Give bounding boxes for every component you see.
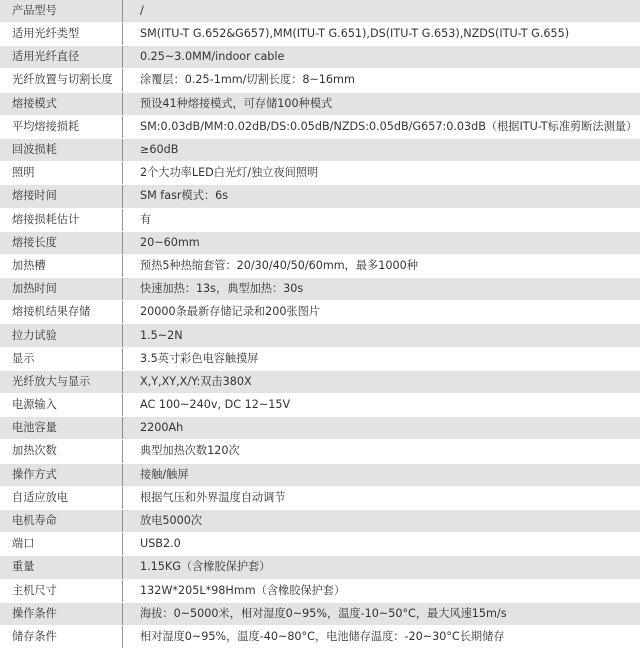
spec-row [0, 417, 640, 440]
spec-row [0, 254, 640, 277]
spec-row [0, 0, 640, 23]
spec-label: 储存条件 [0, 625, 123, 648]
spec-row [0, 370, 640, 393]
spec-value: SM fasr模式：6s [123, 185, 640, 208]
spec-label: 加热时间 [0, 278, 123, 301]
spec-row [0, 509, 640, 532]
spec-row [0, 602, 640, 625]
spec-label: 显示 [0, 347, 123, 370]
spec-value: 相对湿度0~95%，温度-40~80°C，电池储存温度：-20~30°C长期储存 [123, 625, 640, 648]
spec-label: 加热槽 [0, 254, 123, 277]
spec-row [0, 556, 640, 579]
spec-row [0, 115, 640, 138]
spec-value: SM:0.03dB/MM:0.02dB/DS:0.05dB/NZDS:0.05dB/G657:0.03dB（根据ITU-T标准剪断法测量） [123, 115, 640, 138]
spec-label: 熔接损耗估计 [0, 208, 123, 231]
spec-label: 自适应放电 [0, 486, 123, 509]
spec-row [0, 231, 640, 254]
spec-value: / [123, 0, 640, 23]
spec-label: 熔接模式 [0, 92, 123, 115]
spec-row [0, 138, 640, 161]
spec-value: X,Y,XY,X/Y:双击380X [123, 370, 640, 393]
spec-row [0, 301, 640, 324]
spec-label: 回波损耗 [0, 138, 123, 161]
spec-row [0, 23, 640, 46]
spec-value: AC 100~240v, DC 12~15V [123, 394, 640, 417]
spec-value: 0.25~3.0MM/indoor cable [123, 46, 640, 69]
spec-label: 端口 [0, 533, 123, 556]
spec-row [0, 625, 640, 648]
spec-label: 拉力试验 [0, 324, 123, 347]
spec-value: 20000条最新存储记录和200张图片 [123, 301, 640, 324]
spec-value: 快速加热：13s，典型加热：30s [123, 278, 640, 301]
spec-label: 操作方式 [0, 463, 123, 486]
spec-value: 132W*205L*98Hmm（含橡胶保护套） [123, 579, 640, 602]
spec-value: 放电5000次 [123, 509, 640, 532]
spec-row [0, 579, 640, 602]
spec-label: 平均熔接损耗 [0, 115, 123, 138]
spec-label: 加热次数 [0, 440, 123, 463]
spec-label: 产品型号 [0, 0, 123, 23]
spec-row [0, 278, 640, 301]
spec-row [0, 69, 640, 92]
spec-label: 熔接机结果存储 [0, 301, 123, 324]
spec-row [0, 185, 640, 208]
spec-label: 光纤放大与显示 [0, 370, 123, 393]
spec-row [0, 486, 640, 509]
spec-row [0, 347, 640, 370]
spec-value: 预设41种熔接模式，可存储100种模式 [123, 92, 640, 115]
spec-label: 重量 [0, 556, 123, 579]
spec-value: 接触/触屏 [123, 463, 640, 486]
spec-label: 光纤放置与切割长度 [0, 69, 123, 92]
spec-label: 熔接长度 [0, 231, 123, 254]
spec-row [0, 208, 640, 231]
spec-row [0, 394, 640, 417]
spec-value: 预热5种热缩套管：20/30/40/50/60mm，最多1000种 [123, 254, 640, 277]
spec-value: 1.5~2N [123, 324, 640, 347]
spec-value: 海拔：0~5000米，相对湿度0~95%，温度-10~50°C，最大风速15m/s [123, 602, 640, 625]
spec-label: 适用光纤类型 [0, 23, 123, 46]
spec-value: SM(ITU-T G.652&G657),MM(ITU-T G.651),DS(ITU-T G.653),NZDS(ITU-T G.655) [123, 23, 640, 46]
spec-value: 有 [123, 208, 640, 231]
spec-label: 操作条件 [0, 602, 123, 625]
spec-label: 适用光纤直径 [0, 46, 123, 69]
spec-value: 20~60mm [123, 231, 640, 254]
spec-label: 主机尺寸 [0, 579, 123, 602]
spec-row [0, 162, 640, 185]
spec-label: 电机寿命 [0, 509, 123, 532]
spec-label: 电池容量 [0, 417, 123, 440]
spec-row [0, 463, 640, 486]
spec-label: 电源输入 [0, 394, 123, 417]
spec-value: USB2.0 [123, 533, 640, 556]
spec-row [0, 92, 640, 115]
spec-row [0, 324, 640, 347]
spec-value: 根据气压和外界温度自动调节 [123, 486, 640, 509]
spec-value: 典型加热次数120次 [123, 440, 640, 463]
spec-value: 2200Ah [123, 417, 640, 440]
spec-value: 2个大功率LED白光灯/独立夜间照明 [123, 162, 640, 185]
spec-label: 照明 [0, 162, 123, 185]
spec-row [0, 533, 640, 556]
spec-row [0, 46, 640, 69]
spec-value: ≥60dB [123, 138, 640, 161]
spec-value: 涂覆层：0.25-1mm/切割长度：8~16mm [123, 69, 640, 92]
spec-value: 3.5英寸彩色电容触摸屏 [123, 347, 640, 370]
spec-row [0, 440, 640, 463]
spec-label: 熔接时间 [0, 185, 123, 208]
spec-value: 1.15KG（含橡胶保护套） [123, 556, 640, 579]
